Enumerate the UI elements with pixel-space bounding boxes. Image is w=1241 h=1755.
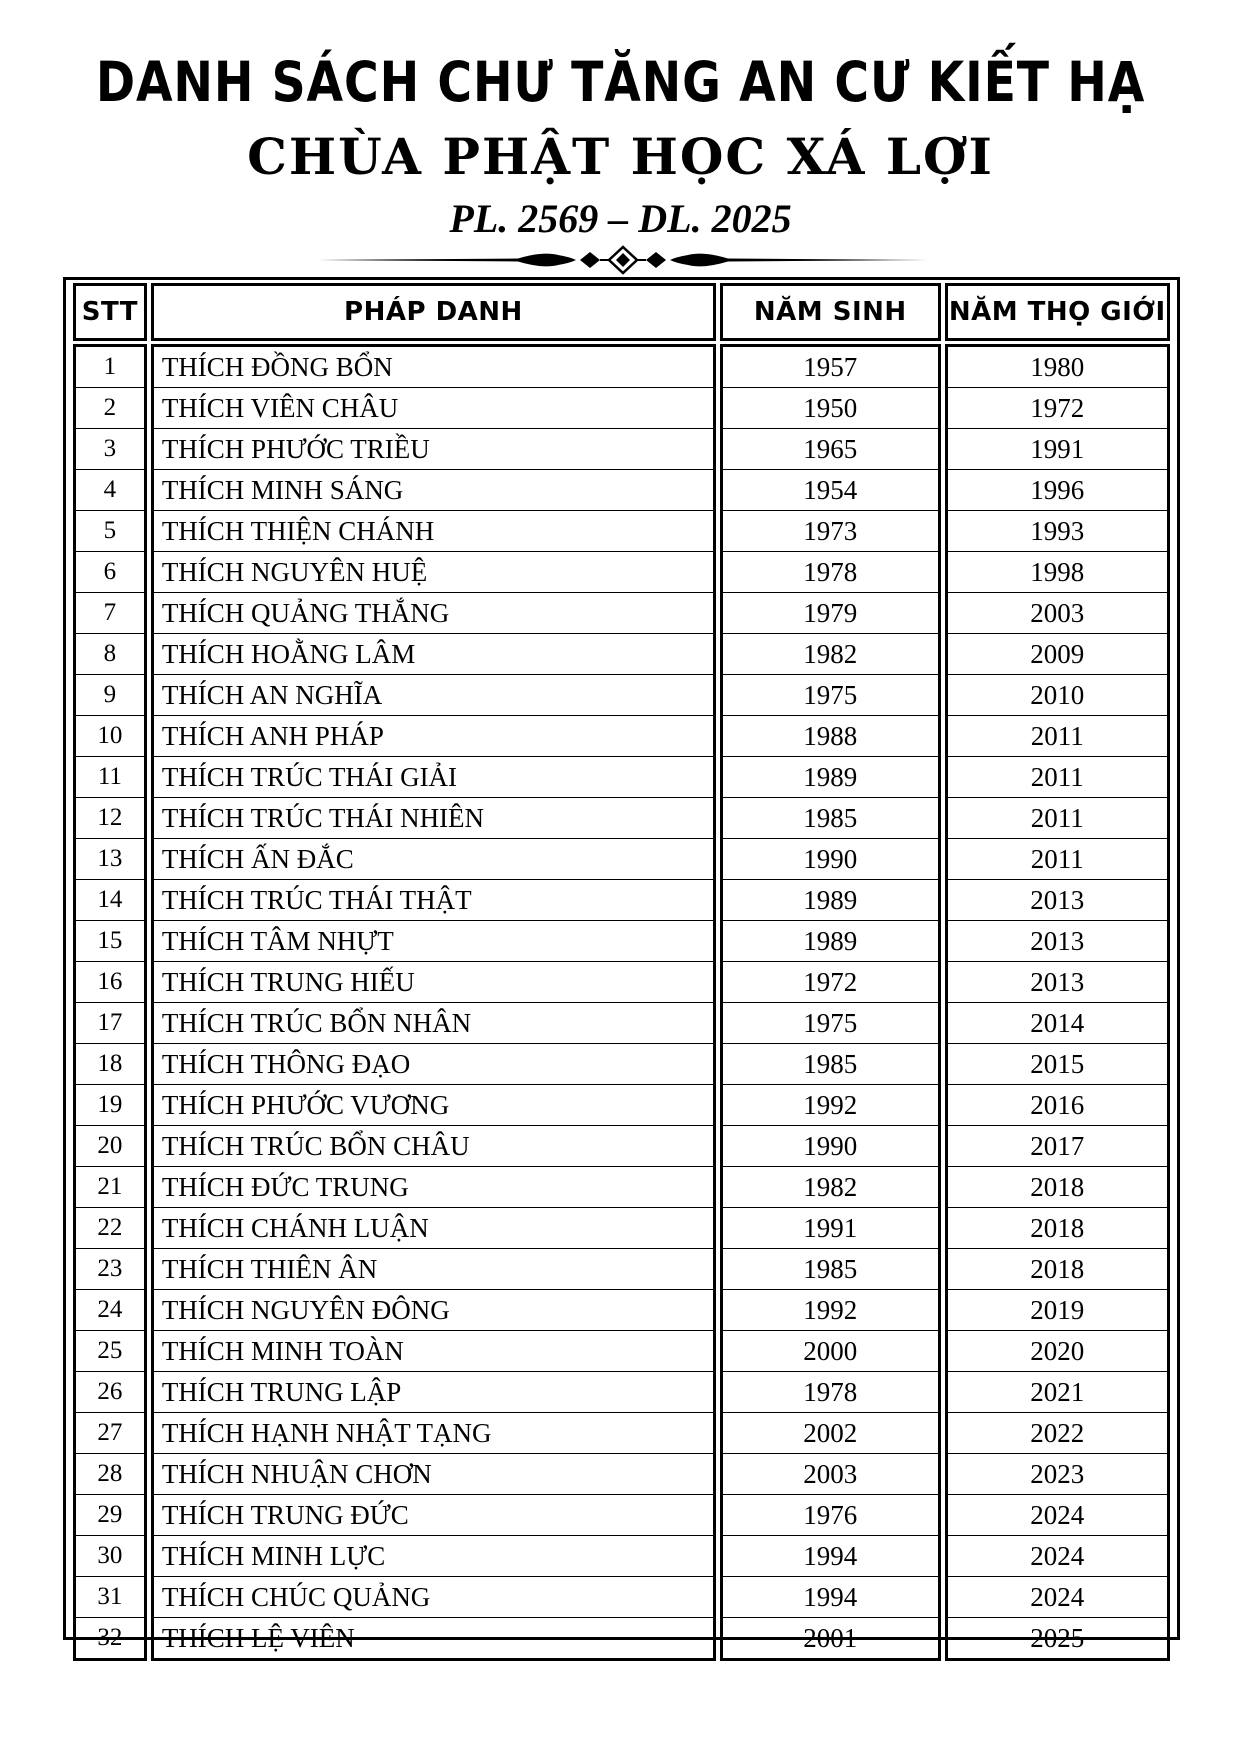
phap-danh-cell: THÍCH TRÚC BỔN CHÂU bbox=[151, 1126, 716, 1167]
row-number: 24 bbox=[73, 1290, 147, 1331]
table-row bbox=[73, 1495, 1170, 1536]
temple-name: CHÙA PHẬT HỌC XÁ LỢI bbox=[247, 127, 994, 186]
phap-danh-cell: THÍCH ẤN ĐẮC bbox=[151, 839, 716, 880]
nam-tho-gioi-cell: 1993 bbox=[945, 511, 1171, 552]
header-nam-tho-gioi: NĂM THỌ GIỚI bbox=[945, 283, 1171, 341]
nam-tho-gioi-cell: 2009 bbox=[945, 634, 1171, 675]
nam-sinh-cell: 2003 bbox=[720, 1454, 940, 1495]
table-row bbox=[73, 921, 1170, 962]
row-number: 22 bbox=[73, 1208, 147, 1249]
nam-tho-gioi-cell: 2003 bbox=[945, 593, 1171, 634]
nam-sinh-cell: 1985 bbox=[720, 798, 940, 839]
row-number: 31 bbox=[73, 1577, 147, 1618]
row-number: 14 bbox=[73, 880, 147, 921]
table-row bbox=[73, 1249, 1170, 1290]
phap-danh-cell: THÍCH ANH PHÁP bbox=[151, 716, 716, 757]
nam-tho-gioi-cell: 2023 bbox=[945, 1454, 1171, 1495]
row-number: 26 bbox=[73, 1372, 147, 1413]
phap-danh-cell: THÍCH THIỆN CHÁNH bbox=[151, 511, 716, 552]
phap-danh-cell: THÍCH TRÚC THÁI GIẢI bbox=[151, 757, 716, 798]
nam-sinh-cell: 1985 bbox=[720, 1044, 940, 1085]
nam-tho-gioi-cell: 2024 bbox=[945, 1495, 1171, 1536]
phap-danh-cell: THÍCH ĐỒNG BỔN bbox=[151, 344, 716, 388]
header-phap-danh: PHÁP DANH bbox=[151, 283, 716, 341]
table-row bbox=[73, 511, 1170, 552]
row-number: 19 bbox=[73, 1085, 147, 1126]
table-row bbox=[73, 1003, 1170, 1044]
phap-danh-cell: THÍCH MINH TOÀN bbox=[151, 1331, 716, 1372]
row-number: 29 bbox=[73, 1495, 147, 1536]
row-number: 20 bbox=[73, 1126, 147, 1167]
nam-sinh-cell: 1985 bbox=[720, 1249, 940, 1290]
phap-danh-cell: THÍCH QUẢNG THẮNG bbox=[151, 593, 716, 634]
table-row bbox=[73, 1044, 1170, 1085]
table-row bbox=[73, 1372, 1170, 1413]
nam-sinh-cell: 1972 bbox=[720, 962, 940, 1003]
decorative-divider-icon bbox=[318, 245, 928, 275]
table-row bbox=[73, 839, 1170, 880]
nam-sinh-cell: 1988 bbox=[720, 716, 940, 757]
nam-sinh-cell: 1991 bbox=[720, 1208, 940, 1249]
nam-tho-gioi-cell: 2015 bbox=[945, 1044, 1171, 1085]
row-number: 1 bbox=[73, 344, 147, 388]
nam-tho-gioi-cell: 2018 bbox=[945, 1249, 1171, 1290]
row-number: 18 bbox=[73, 1044, 147, 1085]
nam-tho-gioi-cell: 1998 bbox=[945, 552, 1171, 593]
nam-sinh-cell: 1975 bbox=[720, 675, 940, 716]
table-row bbox=[73, 593, 1170, 634]
row-number: 9 bbox=[73, 675, 147, 716]
row-number: 5 bbox=[73, 511, 147, 552]
row-number: 16 bbox=[73, 962, 147, 1003]
nam-sinh-cell: 1978 bbox=[720, 552, 940, 593]
nam-tho-gioi-cell: 2024 bbox=[945, 1577, 1171, 1618]
phap-danh-cell: THÍCH TRUNG LẬP bbox=[151, 1372, 716, 1413]
table-row bbox=[73, 344, 1170, 388]
phap-danh-cell: THÍCH THÔNG ĐẠO bbox=[151, 1044, 716, 1085]
nam-sinh-cell: 1994 bbox=[720, 1577, 940, 1618]
table-row bbox=[73, 962, 1170, 1003]
nam-tho-gioi-cell: 2013 bbox=[945, 880, 1171, 921]
nam-tho-gioi-cell: 2018 bbox=[945, 1167, 1171, 1208]
nam-sinh-cell: 1989 bbox=[720, 921, 940, 962]
header-stt: STT bbox=[73, 283, 147, 341]
nam-tho-gioi-cell: 2019 bbox=[945, 1290, 1171, 1331]
phap-danh-cell: THÍCH NGUYÊN HUỆ bbox=[151, 552, 716, 593]
nam-sinh-cell: 1975 bbox=[720, 1003, 940, 1044]
nam-tho-gioi-cell: 2013 bbox=[945, 921, 1171, 962]
nam-sinh-cell: 1979 bbox=[720, 593, 940, 634]
table-row bbox=[73, 429, 1170, 470]
table-row bbox=[73, 388, 1170, 429]
phap-danh-cell: THÍCH MINH LỰC bbox=[151, 1536, 716, 1577]
phap-danh-cell: THÍCH CHÁNH LUẬN bbox=[151, 1208, 716, 1249]
phap-danh-cell: THÍCH MINH SÁNG bbox=[151, 470, 716, 511]
row-number: 8 bbox=[73, 634, 147, 675]
phap-danh-cell: THÍCH NHUẬN CHƠN bbox=[151, 1454, 716, 1495]
phap-danh-cell: THÍCH TRUNG HIẾU bbox=[151, 962, 716, 1003]
nam-sinh-cell: 1973 bbox=[720, 511, 940, 552]
table-row bbox=[73, 675, 1170, 716]
row-number: 17 bbox=[73, 1003, 147, 1044]
row-number: 12 bbox=[73, 798, 147, 839]
nam-tho-gioi-cell: 2024 bbox=[945, 1536, 1171, 1577]
nam-tho-gioi-cell: 2022 bbox=[945, 1413, 1171, 1454]
phap-danh-cell: THÍCH TRÚC THÁI NHIÊN bbox=[151, 798, 716, 839]
table-row bbox=[73, 470, 1170, 511]
row-number: 23 bbox=[73, 1249, 147, 1290]
row-number: 3 bbox=[73, 429, 147, 470]
nam-sinh-cell: 1989 bbox=[720, 757, 940, 798]
row-number: 21 bbox=[73, 1167, 147, 1208]
nam-sinh-cell: 1990 bbox=[720, 1126, 940, 1167]
table-row bbox=[73, 880, 1170, 921]
phap-danh-cell: THÍCH TRÚC BỔN NHÂN bbox=[151, 1003, 716, 1044]
phap-danh-cell: THÍCH TRUNG ĐỨC bbox=[151, 1495, 716, 1536]
row-number: 6 bbox=[73, 552, 147, 593]
phap-danh-cell: THÍCH TÂM NHỰT bbox=[151, 921, 716, 962]
page-title: DANH SÁCH CHƯ TĂNG AN CƯ KIẾT HẠ bbox=[95, 50, 1146, 114]
row-number: 32 bbox=[73, 1618, 147, 1661]
row-number: 30 bbox=[73, 1536, 147, 1577]
nam-sinh-cell: 1994 bbox=[720, 1536, 940, 1577]
phap-danh-cell: THÍCH HOẰNG LÂM bbox=[151, 634, 716, 675]
nam-tho-gioi-cell: 2011 bbox=[945, 716, 1171, 757]
table-row bbox=[73, 1413, 1170, 1454]
nam-tho-gioi-cell: 2010 bbox=[945, 675, 1171, 716]
row-number: 13 bbox=[73, 839, 147, 880]
year-subtitle: PL. 2569 – DL. 2025 bbox=[449, 196, 792, 241]
row-number: 10 bbox=[73, 716, 147, 757]
nam-sinh-cell: 1957 bbox=[720, 344, 940, 388]
phap-danh-cell: THÍCH PHƯỚC TRIỀU bbox=[151, 429, 716, 470]
row-number: 15 bbox=[73, 921, 147, 962]
phap-danh-cell: THÍCH LỆ VIÊN bbox=[151, 1618, 716, 1661]
table-row bbox=[73, 1290, 1170, 1331]
table-row bbox=[73, 634, 1170, 675]
table-row bbox=[73, 1577, 1170, 1618]
nam-tho-gioi-cell: 2013 bbox=[945, 962, 1171, 1003]
table-row bbox=[73, 1536, 1170, 1577]
nam-tho-gioi-cell: 2025 bbox=[945, 1618, 1171, 1661]
table-row bbox=[73, 1618, 1170, 1661]
nam-sinh-cell: 1989 bbox=[720, 880, 940, 921]
phap-danh-cell: THÍCH THIÊN ÂN bbox=[151, 1249, 716, 1290]
nam-sinh-cell: 1992 bbox=[720, 1290, 940, 1331]
nam-sinh-cell: 1965 bbox=[720, 429, 940, 470]
nam-sinh-cell: 1990 bbox=[720, 839, 940, 880]
nam-tho-gioi-cell: 2020 bbox=[945, 1331, 1171, 1372]
row-number: 11 bbox=[73, 757, 147, 798]
nam-tho-gioi-cell: 2018 bbox=[945, 1208, 1171, 1249]
nam-tho-gioi-cell: 2016 bbox=[945, 1085, 1171, 1126]
nam-tho-gioi-cell: 2014 bbox=[945, 1003, 1171, 1044]
nam-sinh-cell: 2002 bbox=[720, 1413, 940, 1454]
nam-sinh-cell: 1978 bbox=[720, 1372, 940, 1413]
phap-danh-cell: THÍCH AN NGHĨA bbox=[151, 675, 716, 716]
phap-danh-cell: THÍCH PHƯỚC VƯƠNG bbox=[151, 1085, 716, 1126]
table-row bbox=[73, 552, 1170, 593]
nam-tho-gioi-cell: 1991 bbox=[945, 429, 1171, 470]
phap-danh-cell: THÍCH VIÊN CHÂU bbox=[151, 388, 716, 429]
row-number: 25 bbox=[73, 1331, 147, 1372]
row-number: 7 bbox=[73, 593, 147, 634]
nam-tho-gioi-cell: 1996 bbox=[945, 470, 1171, 511]
nam-tho-gioi-cell: 1972 bbox=[945, 388, 1171, 429]
nam-tho-gioi-cell: 2017 bbox=[945, 1126, 1171, 1167]
table-row bbox=[73, 1167, 1170, 1208]
phap-danh-cell: THÍCH TRÚC THÁI THẬT bbox=[151, 880, 716, 921]
row-number: 27 bbox=[73, 1413, 147, 1454]
nam-tho-gioi-cell: 2011 bbox=[945, 757, 1171, 798]
nam-sinh-cell: 2000 bbox=[720, 1331, 940, 1372]
nam-sinh-cell: 1982 bbox=[720, 634, 940, 675]
table-row bbox=[73, 716, 1170, 757]
nam-tho-gioi-cell: 2011 bbox=[945, 839, 1171, 880]
table-row bbox=[73, 1331, 1170, 1372]
header-nam-sinh: NĂM SINH bbox=[720, 283, 940, 341]
nam-sinh-cell: 2001 bbox=[720, 1618, 940, 1661]
nam-tho-gioi-cell: 1980 bbox=[945, 344, 1171, 388]
table-row bbox=[73, 1085, 1170, 1126]
phap-danh-cell: THÍCH HẠNH NHẬT TẠNG bbox=[151, 1413, 716, 1454]
table-row bbox=[73, 757, 1170, 798]
nam-tho-gioi-cell: 2011 bbox=[945, 798, 1171, 839]
row-number: 2 bbox=[73, 388, 147, 429]
nam-sinh-cell: 1954 bbox=[720, 470, 940, 511]
phap-danh-cell: THÍCH ĐỨC TRUNG bbox=[151, 1167, 716, 1208]
table-row bbox=[73, 1208, 1170, 1249]
nam-sinh-cell: 1950 bbox=[720, 388, 940, 429]
table-row bbox=[73, 1454, 1170, 1495]
table-row bbox=[73, 798, 1170, 839]
row-number: 4 bbox=[73, 470, 147, 511]
nam-sinh-cell: 1976 bbox=[720, 1495, 940, 1536]
table-row bbox=[73, 1126, 1170, 1167]
monk-list-table bbox=[69, 283, 1174, 1661]
phap-danh-cell: THÍCH NGUYÊN ĐÔNG bbox=[151, 1290, 716, 1331]
table-header-row bbox=[73, 283, 1170, 341]
phap-danh-cell: THÍCH CHÚC QUẢNG bbox=[151, 1577, 716, 1618]
row-number: 28 bbox=[73, 1454, 147, 1495]
nam-tho-gioi-cell: 2021 bbox=[945, 1372, 1171, 1413]
nam-sinh-cell: 1992 bbox=[720, 1085, 940, 1126]
nam-sinh-cell: 1982 bbox=[720, 1167, 940, 1208]
